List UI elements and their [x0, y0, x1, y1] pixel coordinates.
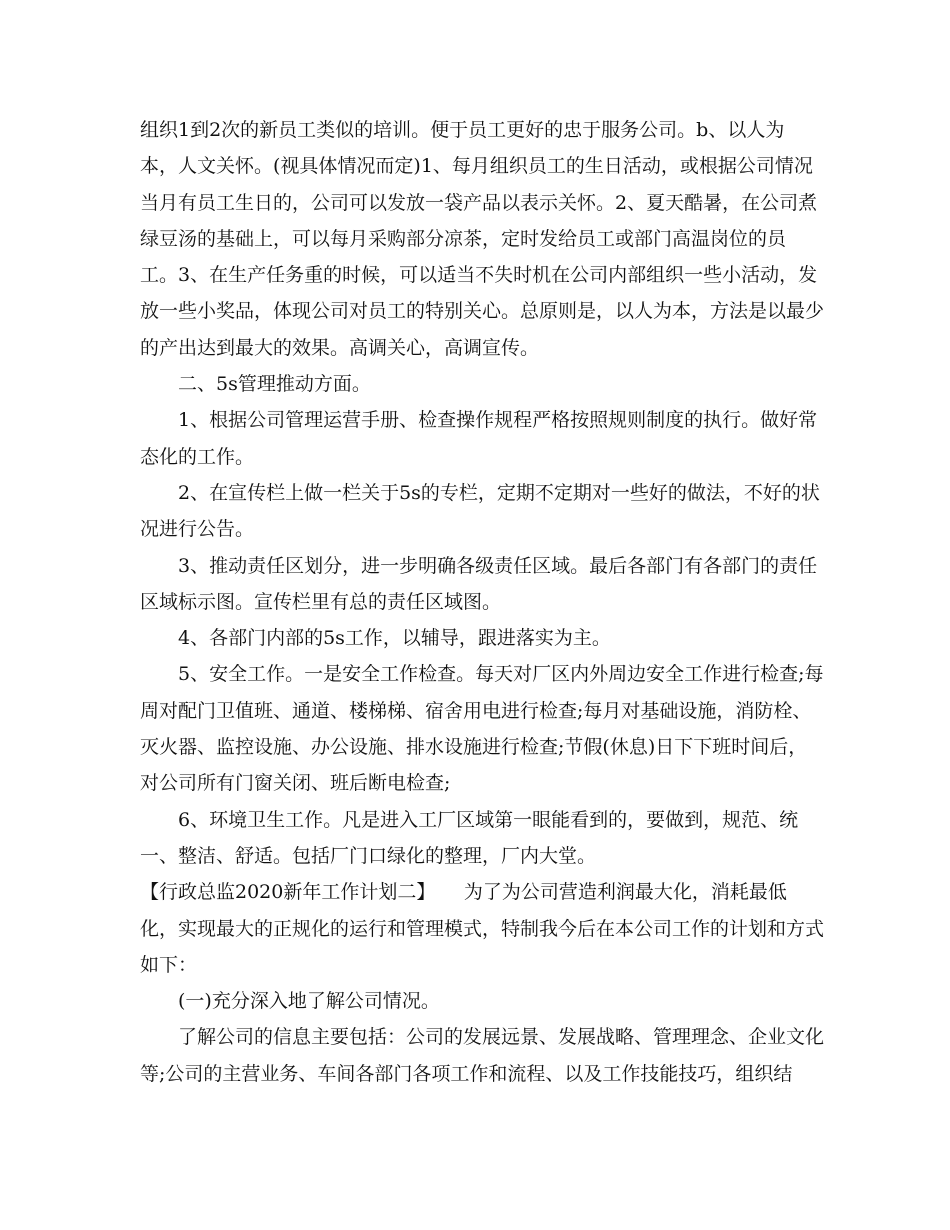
text-line: 态化的工作。 — [140, 445, 255, 468]
text-line: 的产出达到最大的效果。高调关心，高调宣传。 — [140, 336, 540, 359]
text-line: 绿豆汤的基础上，可以每月采购部分凉茶，定时发给员工或部门高温岗位的员 — [140, 227, 787, 250]
text-line: (一)充分深入地了解公司情况。 — [178, 990, 440, 1013]
text-line: 灭火器、监控设施、办公设施、排水设施进行检查;节假(休息)日下下班时间后， — [140, 736, 808, 759]
text-line: 况进行公告。 — [140, 518, 255, 541]
text-line: 1、根据公司管理运营手册、检查操作规程严格按照规则制度的执行。做好常 — [178, 409, 818, 432]
text-line: 2、在宣传栏上做一栏关于5s的专栏，定期不定期对一些好的做法，不好的状 — [178, 481, 820, 504]
text-line: 周对配门卫值班、通道、楼梯梯、宿舍用电进行检查;每月对基础设施，消防栓、 — [140, 699, 812, 722]
text-line: 本，人文关怀。(视具体情况而定)1、每月组织员工的生日活动，或根据公司情况 — [140, 155, 813, 178]
text-line: 组织1到2次的新员工类似的培训。便于员工更好的忠于服务公司。b、以人为 — [140, 119, 785, 141]
text-line: 区域标示图。宣传栏里有总的责任区域图。 — [140, 590, 502, 613]
text-line: 化，实现最大的正规化的运行和管理模式，特制我今后在本公司工作的计划和方式 — [140, 917, 825, 940]
text-line: 当月有员工生日的，公司可以发放一袋产品以表示关怀。2、夏天酷暑，在公司煮 — [140, 191, 818, 214]
text-line: 一、整洁、舒适。包括厂门口绿化的整理，厂内大堂。 — [140, 844, 597, 867]
text-line: 放一些小奖品，体现公司对员工的特别关心。总原则是，以人为本，方法是以最少 — [140, 300, 825, 323]
text-line: 工。3、在生产任务重的时候，可以适当不失时机在公司内部组织一些小活动，发 — [140, 264, 818, 287]
text-line: 4、各部门内部的5s工作，以辅导，跟进落实为主。 — [178, 627, 611, 650]
text-line: 二、5s管理推动方面。 — [178, 373, 371, 396]
text-line: 了解公司的信息主要包括：公司的发展远景、发展战略、管理理念、企业文化 — [178, 1026, 825, 1049]
text-line: 6、环境卫生工作。凡是进入工厂区域第一眼能看到的，要做到，规范、统 — [178, 808, 799, 831]
text-line: 3、推动责任区划分，进一步明确各级责任区域。最后各部门有各部门的责任 — [178, 554, 818, 577]
text-line: 【行政总监2020新年工作计划二】 为了为公司营造利润最大化，消耗最低 — [140, 881, 787, 904]
text-line: 等;公司的主营业务、车间各部门各项工作和流程、以及工作技能技巧，组织结 — [140, 1062, 793, 1085]
text-line: 如下： — [140, 953, 198, 976]
text-line: 5、安全工作。一是安全工作检查。每天对厂区内外周边安全工作进行检查;每 — [178, 663, 824, 686]
document-body — [140, 112, 825, 1092]
text-line: 对公司所有门窗关闭、班后断电检查; — [140, 772, 451, 795]
